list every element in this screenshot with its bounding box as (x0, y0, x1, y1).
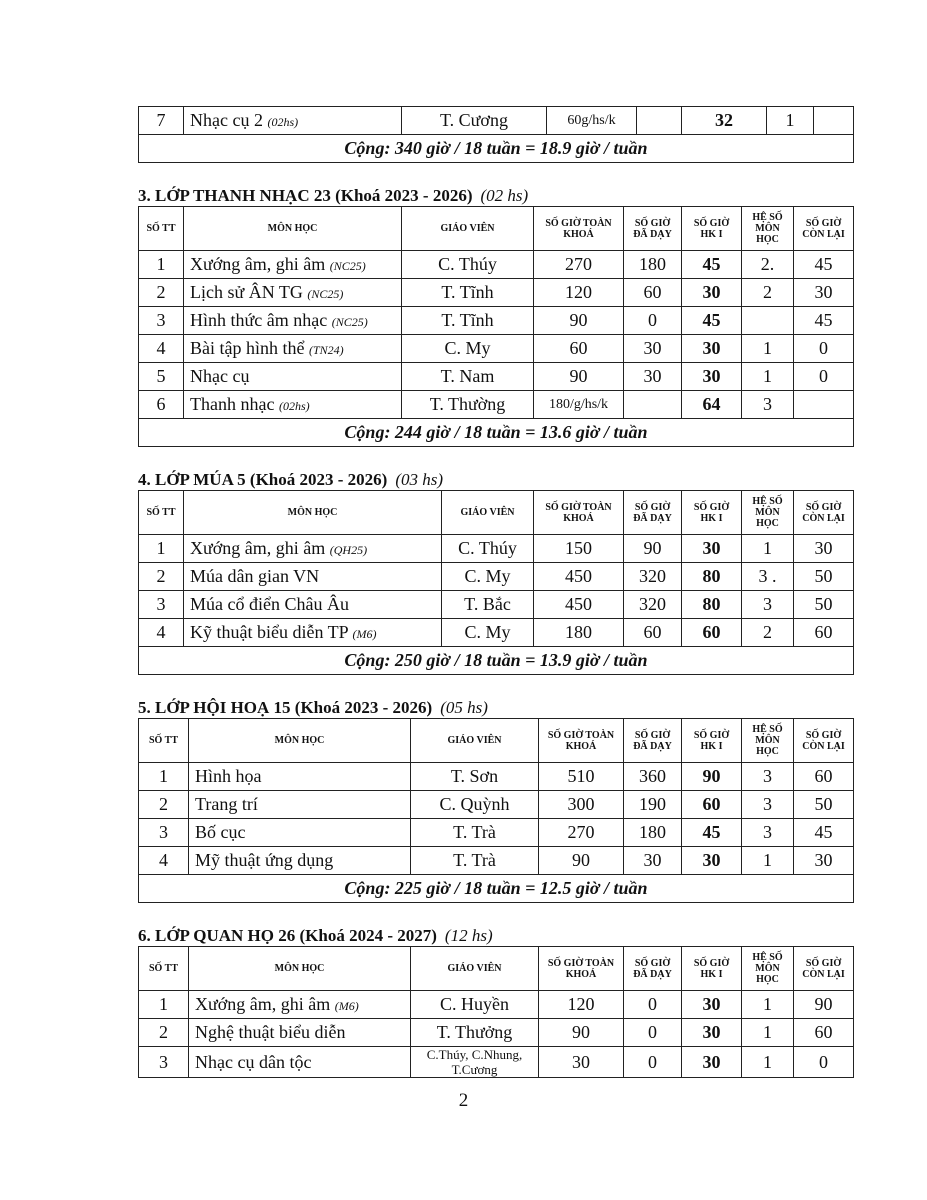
taught-hours-cell: 0 (624, 1019, 682, 1047)
subject-cell (184, 363, 402, 391)
total-row (139, 419, 854, 447)
subject-name: Nhạc cụ dân tộc (195, 1051, 312, 1072)
header-stt: SỐ TT (139, 207, 184, 251)
subject-cell (189, 1019, 411, 1047)
taught-hours-cell: 0 (624, 307, 682, 335)
teacher-cell: C. Thúy (442, 535, 534, 563)
remain-cell: 60 (794, 619, 854, 647)
stt-cell: 1 (139, 535, 184, 563)
taught-hours-cell: 90 (624, 535, 682, 563)
section-table-4 (138, 490, 854, 675)
header-taught: SỐ GIỜ ĐÃ DẠY (624, 947, 682, 991)
total-hours-cell: 450 (534, 563, 624, 591)
total-cell: Cộng: 225 giờ / 18 tuần = 12.5 giờ / tuần (139, 875, 854, 903)
subject-cell (184, 563, 442, 591)
remain-cell: 45 (794, 819, 854, 847)
stt-cell: 3 (139, 307, 184, 335)
header-row (139, 719, 854, 763)
coef-cell: 3 . (742, 563, 794, 591)
teacher-cell: C. My (442, 563, 534, 591)
total-hours-cell: 270 (534, 251, 624, 279)
hk-hours-cell: 32 (682, 107, 767, 135)
hk-hours-cell: 45 (682, 819, 742, 847)
header-teacher: GIÁO VIÊN (411, 947, 539, 991)
table-row (139, 619, 854, 647)
teacher-cell: T. Tĩnh (402, 279, 534, 307)
section-students: (02 hs) (480, 186, 529, 205)
total-cell: Cộng: 244 giờ / 18 tuần = 13.6 giờ / tuần (139, 419, 854, 447)
table-row (139, 307, 854, 335)
stt-cell: 1 (139, 251, 184, 279)
hk-hours-cell: 64 (682, 391, 742, 419)
coef-cell: 3 (742, 591, 794, 619)
subject-name: Múa dân gian VN (190, 566, 320, 586)
header-row (139, 207, 854, 251)
table-row (139, 251, 854, 279)
total-hours-cell: 510 (539, 763, 624, 791)
subject-cell (189, 991, 411, 1019)
subject-code: (M6) (334, 999, 359, 1013)
total-cell: Cộng: 340 giờ / 18 tuần = 18.9 giờ / tuần (139, 135, 854, 163)
subject-cell (184, 307, 402, 335)
teacher-cell: T. Trà (411, 847, 539, 875)
remain-cell: 50 (794, 591, 854, 619)
header-coef: HỆ SỐ MÔN HỌC (742, 491, 794, 535)
taught-hours-cell: 180 (624, 251, 682, 279)
coef-cell: 2 (742, 279, 794, 307)
coef-cell: 2 (742, 619, 794, 647)
header-coef: HỆ SỐ MÔN HỌC (742, 719, 794, 763)
table-row (139, 1047, 854, 1078)
header-row (139, 947, 854, 991)
header-subject: MÔN HỌC (184, 491, 442, 535)
coef-cell: 3 (742, 391, 794, 419)
teacher-cell: T. Thưởng (411, 1019, 539, 1047)
remain-cell: 0 (794, 1047, 854, 1078)
taught-hours-cell: 60 (624, 619, 682, 647)
header-stt: SỐ TT (139, 947, 189, 991)
hk-hours-cell: 30 (682, 991, 742, 1019)
stt-cell: 6 (139, 391, 184, 419)
total-hours-cell: 60g/hs/k (547, 107, 637, 135)
taught-hours-cell: 190 (624, 791, 682, 819)
subject-code: (02hs) (267, 115, 299, 129)
header-coef: HỆ SỐ MÔN HỌC (742, 947, 794, 991)
remain-cell: 30 (794, 847, 854, 875)
coef-cell: 3 (742, 791, 794, 819)
subject-name: Xướng âm, ghi âm (195, 994, 331, 1014)
total-hours-cell: 180 (534, 619, 624, 647)
subject-name: Nhạc cụ 2 (190, 110, 263, 130)
subject-code: (TN24) (308, 343, 344, 357)
subject-name: Xướng âm, ghi âm (190, 538, 326, 558)
subject-name: Trang trí (195, 794, 258, 814)
header-hk: SỐ GIỜ HK I (682, 207, 742, 251)
header-total: SỐ GIỜ TOÀN KHOÁ (534, 207, 624, 251)
header-subject: MÔN HỌC (184, 207, 402, 251)
header-remain: SỐ GIỜ CÒN LẠI (794, 947, 854, 991)
hk-hours-cell: 80 (682, 563, 742, 591)
table-row (139, 763, 854, 791)
subject-name: Lịch sử ÂN TG (190, 282, 303, 302)
coef-cell: 1 (742, 363, 794, 391)
top-table (138, 106, 854, 163)
subject-cell (184, 591, 442, 619)
coef-cell: 3 (742, 819, 794, 847)
section-heading (138, 186, 528, 206)
total-hours-cell: 450 (534, 591, 624, 619)
taught-hours-cell: 30 (624, 363, 682, 391)
total-hours-cell: 300 (539, 791, 624, 819)
table-row (139, 335, 854, 363)
stt-cell: 2 (139, 563, 184, 591)
remain-cell: 60 (794, 763, 854, 791)
teacher-cell: C. Quỳnh (411, 791, 539, 819)
section-students: (05 hs) (440, 698, 488, 717)
remain-cell (814, 107, 854, 135)
taught-hours-cell: 30 (624, 847, 682, 875)
header-hk: SỐ GIỜ HK I (682, 491, 742, 535)
remain-cell: 50 (794, 791, 854, 819)
section-heading (138, 926, 493, 946)
hk-hours-cell: 45 (682, 251, 742, 279)
subject-cell (184, 107, 402, 135)
subject-cell (184, 619, 442, 647)
section-students: (12 hs) (444, 926, 493, 945)
subject-name: Xướng âm, ghi âm (190, 254, 326, 274)
taught-hours-cell: 180 (624, 819, 682, 847)
subject-name: Mỹ thuật ứng dụng (195, 850, 334, 870)
stt-cell: 4 (139, 335, 184, 363)
teacher-cell: C.Thúy, C.Nhung, T.Cương (411, 1047, 539, 1078)
remain-cell: 0 (794, 363, 854, 391)
hk-hours-cell: 30 (682, 1019, 742, 1047)
total-row (139, 875, 854, 903)
total-hours-cell: 90 (534, 307, 624, 335)
stt-cell: 3 (139, 1047, 189, 1078)
remain-cell: 30 (794, 535, 854, 563)
table-row (139, 391, 854, 419)
hk-hours-cell: 30 (682, 847, 742, 875)
section-table-5 (138, 718, 854, 903)
subject-code: (02hs) (278, 399, 310, 413)
taught-hours-cell: 0 (624, 1047, 682, 1078)
table-row (139, 991, 854, 1019)
page-number: 2 (458, 1090, 469, 1111)
total-hours-cell: 90 (534, 363, 624, 391)
hk-hours-cell: 80 (682, 591, 742, 619)
stt-cell: 2 (139, 279, 184, 307)
header-total: SỐ GIỜ TOÀN KHOÁ (534, 491, 624, 535)
coef-cell: 3 (742, 763, 794, 791)
remain-cell: 60 (794, 1019, 854, 1047)
coef-cell (742, 307, 794, 335)
taught-hours-cell: 320 (624, 563, 682, 591)
table-row (139, 847, 854, 875)
header-coef: HỆ SỐ MÔN HỌC (742, 207, 794, 251)
remain-cell: 45 (794, 307, 854, 335)
header-remain: SỐ GIỜ CÒN LẠI (794, 207, 854, 251)
table-row (139, 563, 854, 591)
subject-name: Nghệ thuật biểu diễn (195, 1022, 346, 1042)
subject-code: (NC25) (331, 315, 368, 329)
teacher-cell: T. Bắc (442, 591, 534, 619)
stt-cell: 7 (139, 107, 184, 135)
coef-cell: 1 (742, 1047, 794, 1078)
table-row (139, 819, 854, 847)
remain-cell: 45 (794, 251, 854, 279)
teacher-cell: T. Nam (402, 363, 534, 391)
subject-cell (184, 251, 402, 279)
total-hours-cell: 120 (539, 991, 624, 1019)
hk-hours-cell: 60 (682, 619, 742, 647)
section-heading (138, 470, 443, 490)
header-row (139, 491, 854, 535)
stt-cell: 5 (139, 363, 184, 391)
section-title: 3. LỚP THANH NHẠC 23 (Khoá 2023 - 2026) (138, 186, 473, 205)
taught-hours-cell: 0 (624, 991, 682, 1019)
hk-hours-cell: 30 (682, 335, 742, 363)
subject-cell (184, 535, 442, 563)
header-hk: SỐ GIỜ HK I (682, 719, 742, 763)
table-body (139, 535, 854, 647)
subject-name: Bài tập hình thể (190, 338, 305, 358)
total-hours-cell: 150 (534, 535, 624, 563)
header-total: SỐ GIỜ TOÀN KHOÁ (539, 947, 624, 991)
table-body (139, 251, 854, 419)
total-hours-cell: 60 (534, 335, 624, 363)
header-stt: SỐ TT (139, 491, 184, 535)
header-subject: MÔN HỌC (189, 947, 411, 991)
subject-name: Bố cục (195, 822, 246, 842)
stt-cell: 4 (139, 847, 189, 875)
coef-cell: 1 (742, 847, 794, 875)
coef-cell: 1 (767, 107, 814, 135)
remain-cell: 0 (794, 335, 854, 363)
hk-hours-cell: 30 (682, 363, 742, 391)
header-subject: MÔN HỌC (189, 719, 411, 763)
subject-name: Múa cổ điển Châu Âu (190, 594, 349, 614)
taught-hours-cell: 360 (624, 763, 682, 791)
subject-code: (M6) (352, 627, 377, 641)
teacher-cell: C. Thúy (402, 251, 534, 279)
header-taught: SỐ GIỜ ĐÃ DẠY (624, 207, 682, 251)
subject-cell (189, 819, 411, 847)
coef-cell: 1 (742, 535, 794, 563)
header-remain: SỐ GIỜ CÒN LẠI (794, 491, 854, 535)
subject-cell (184, 391, 402, 419)
taught-hours-cell (624, 391, 682, 419)
section-title: 6. LỚP QUAN HỌ 26 (Khoá 2024 - 2027) (138, 926, 437, 945)
header-teacher: GIÁO VIÊN (411, 719, 539, 763)
total-hours-cell: 90 (539, 847, 624, 875)
teacher-cell: C. My (402, 335, 534, 363)
hk-hours-cell: 30 (682, 279, 742, 307)
table-row (139, 1019, 854, 1047)
table-row (139, 107, 854, 135)
remain-cell: 30 (794, 279, 854, 307)
table-body (139, 991, 854, 1078)
header-teacher: GIÁO VIÊN (442, 491, 534, 535)
teacher-cell: T. Tĩnh (402, 307, 534, 335)
subject-name: Thanh nhạc (190, 394, 275, 414)
subject-name: Hình thức âm nhạc (190, 310, 328, 330)
stt-cell: 1 (139, 763, 189, 791)
hk-hours-cell: 45 (682, 307, 742, 335)
remain-cell: 90 (794, 991, 854, 1019)
subject-cell (189, 847, 411, 875)
header-taught: SỐ GIỜ ĐÃ DẠY (624, 719, 682, 763)
section-title: 4. LỚP MÚA 5 (Khoá 2023 - 2026) (138, 470, 388, 489)
table-row (139, 535, 854, 563)
hk-hours-cell: 30 (682, 1047, 742, 1078)
stt-cell: 2 (139, 791, 189, 819)
total-row (139, 135, 854, 163)
subject-cell (189, 763, 411, 791)
header-taught: SỐ GIỜ ĐÃ DẠY (624, 491, 682, 535)
subject-cell (189, 1047, 411, 1078)
section-students: (03 hs) (395, 470, 444, 489)
taught-hours-cell (637, 107, 682, 135)
coef-cell: 2. (742, 251, 794, 279)
section-title: 5. LỚP HỘI HOẠ 15 (Khoá 2023 - 2026) (138, 698, 433, 717)
table-row (139, 791, 854, 819)
header-hk: SỐ GIỜ HK I (682, 947, 742, 991)
subject-cell (189, 791, 411, 819)
subject-code: (NC25) (329, 259, 366, 273)
coef-cell: 1 (742, 1019, 794, 1047)
coef-cell: 1 (742, 335, 794, 363)
taught-hours-cell: 320 (624, 591, 682, 619)
total-hours-cell: 30 (539, 1047, 624, 1078)
header-stt: SỐ TT (139, 719, 189, 763)
subject-name: Nhạc cụ (190, 366, 250, 386)
table-body (139, 763, 854, 875)
teacher-cell: C. Huyền (411, 991, 539, 1019)
teacher-cell: T. Thường (402, 391, 534, 419)
teacher-cell: T. Cương (402, 107, 547, 135)
total-hours-cell: 270 (539, 819, 624, 847)
remain-cell (794, 391, 854, 419)
subject-name: Kỹ thuật biểu diễn TP (190, 622, 348, 642)
header-teacher: GIÁO VIÊN (402, 207, 534, 251)
teacher-cell: T. Trà (411, 819, 539, 847)
section-heading (138, 698, 488, 718)
total-hours-cell: 90 (539, 1019, 624, 1047)
section-table-3 (138, 206, 854, 447)
subject-name: Hình họa (195, 766, 262, 786)
table-row (139, 279, 854, 307)
hk-hours-cell: 60 (682, 791, 742, 819)
stt-cell: 2 (139, 1019, 189, 1047)
stt-cell: 1 (139, 991, 189, 1019)
teacher-cell: T. Sơn (411, 763, 539, 791)
subject-code: (QH25) (329, 543, 368, 557)
total-hours-cell: 120 (534, 279, 624, 307)
total-cell: Cộng: 250 giờ / 18 tuần = 13.9 giờ / tuần (139, 647, 854, 675)
hk-hours-cell: 90 (682, 763, 742, 791)
stt-cell: 3 (139, 819, 189, 847)
subject-cell (184, 335, 402, 363)
section-table-6 (138, 946, 854, 1078)
table-row (139, 591, 854, 619)
taught-hours-cell: 60 (624, 279, 682, 307)
header-total: SỐ GIỜ TOÀN KHOÁ (539, 719, 624, 763)
total-hours-cell: 180/g/hs/k (534, 391, 624, 419)
total-row (139, 647, 854, 675)
table-row (139, 363, 854, 391)
hk-hours-cell: 30 (682, 535, 742, 563)
remain-cell: 50 (794, 563, 854, 591)
header-remain: SỐ GIỜ CÒN LẠI (794, 719, 854, 763)
taught-hours-cell: 30 (624, 335, 682, 363)
coef-cell: 1 (742, 991, 794, 1019)
stt-cell: 4 (139, 619, 184, 647)
subject-code: (NC25) (307, 287, 344, 301)
subject-cell (184, 279, 402, 307)
stt-cell: 3 (139, 591, 184, 619)
teacher-cell: C. My (442, 619, 534, 647)
